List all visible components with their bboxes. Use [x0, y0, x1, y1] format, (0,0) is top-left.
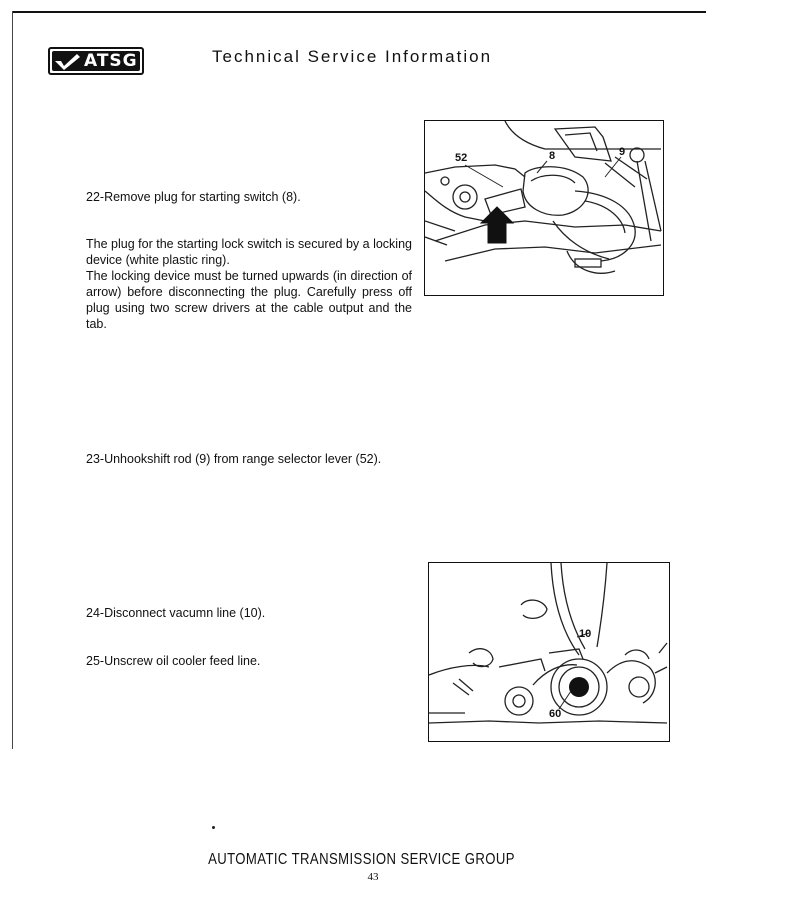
- page-number: 43: [367, 871, 379, 883]
- left-border-line: [12, 11, 13, 749]
- figure-vacuum-line: [428, 562, 670, 742]
- step-22-note-2: The locking device must be turned upwards (in direction of arrow) before disconnecting the plug. Carefully press off plug using two screw drivers at the cable output and the tab.: [86, 269, 412, 331]
- checkmark-icon: [52, 51, 82, 71]
- page-header-title: Technical Service Information: [212, 47, 493, 66]
- atsg-logo: [48, 47, 144, 75]
- step-25-text: 25-Unscrew oil cooler feed line.: [86, 654, 261, 668]
- step-23-text: 23-Unhookshift rod (9) from range selector lever (52).: [86, 452, 382, 466]
- top-border-line: [12, 11, 706, 13]
- starting-switch-illustration: [425, 121, 662, 294]
- step-22-text: 22-Remove plug for starting switch (8).: [86, 190, 301, 204]
- scan-speck: [212, 826, 215, 829]
- callout-60: 60: [549, 708, 562, 720]
- logo-text: ATSG: [84, 51, 138, 71]
- callout-10: 10: [579, 628, 592, 640]
- footer-title: AUTOMATIC TRANSMISSION SERVICE GROUP: [208, 851, 515, 868]
- callout-9: 9: [619, 146, 626, 158]
- step-24-text: 24-Disconnect vacumn line (10).: [86, 606, 266, 620]
- oil-cooler-line-fitting-icon: [569, 677, 589, 697]
- callout-52: 52: [455, 152, 468, 164]
- callout-8: 8: [549, 150, 556, 162]
- step-22-note-1: The plug for the starting lock switch is secured by a locking device (white plastic ring).: [86, 237, 412, 267]
- vacuum-line-illustration: [429, 563, 668, 740]
- figure-starting-switch-plug: [424, 120, 664, 296]
